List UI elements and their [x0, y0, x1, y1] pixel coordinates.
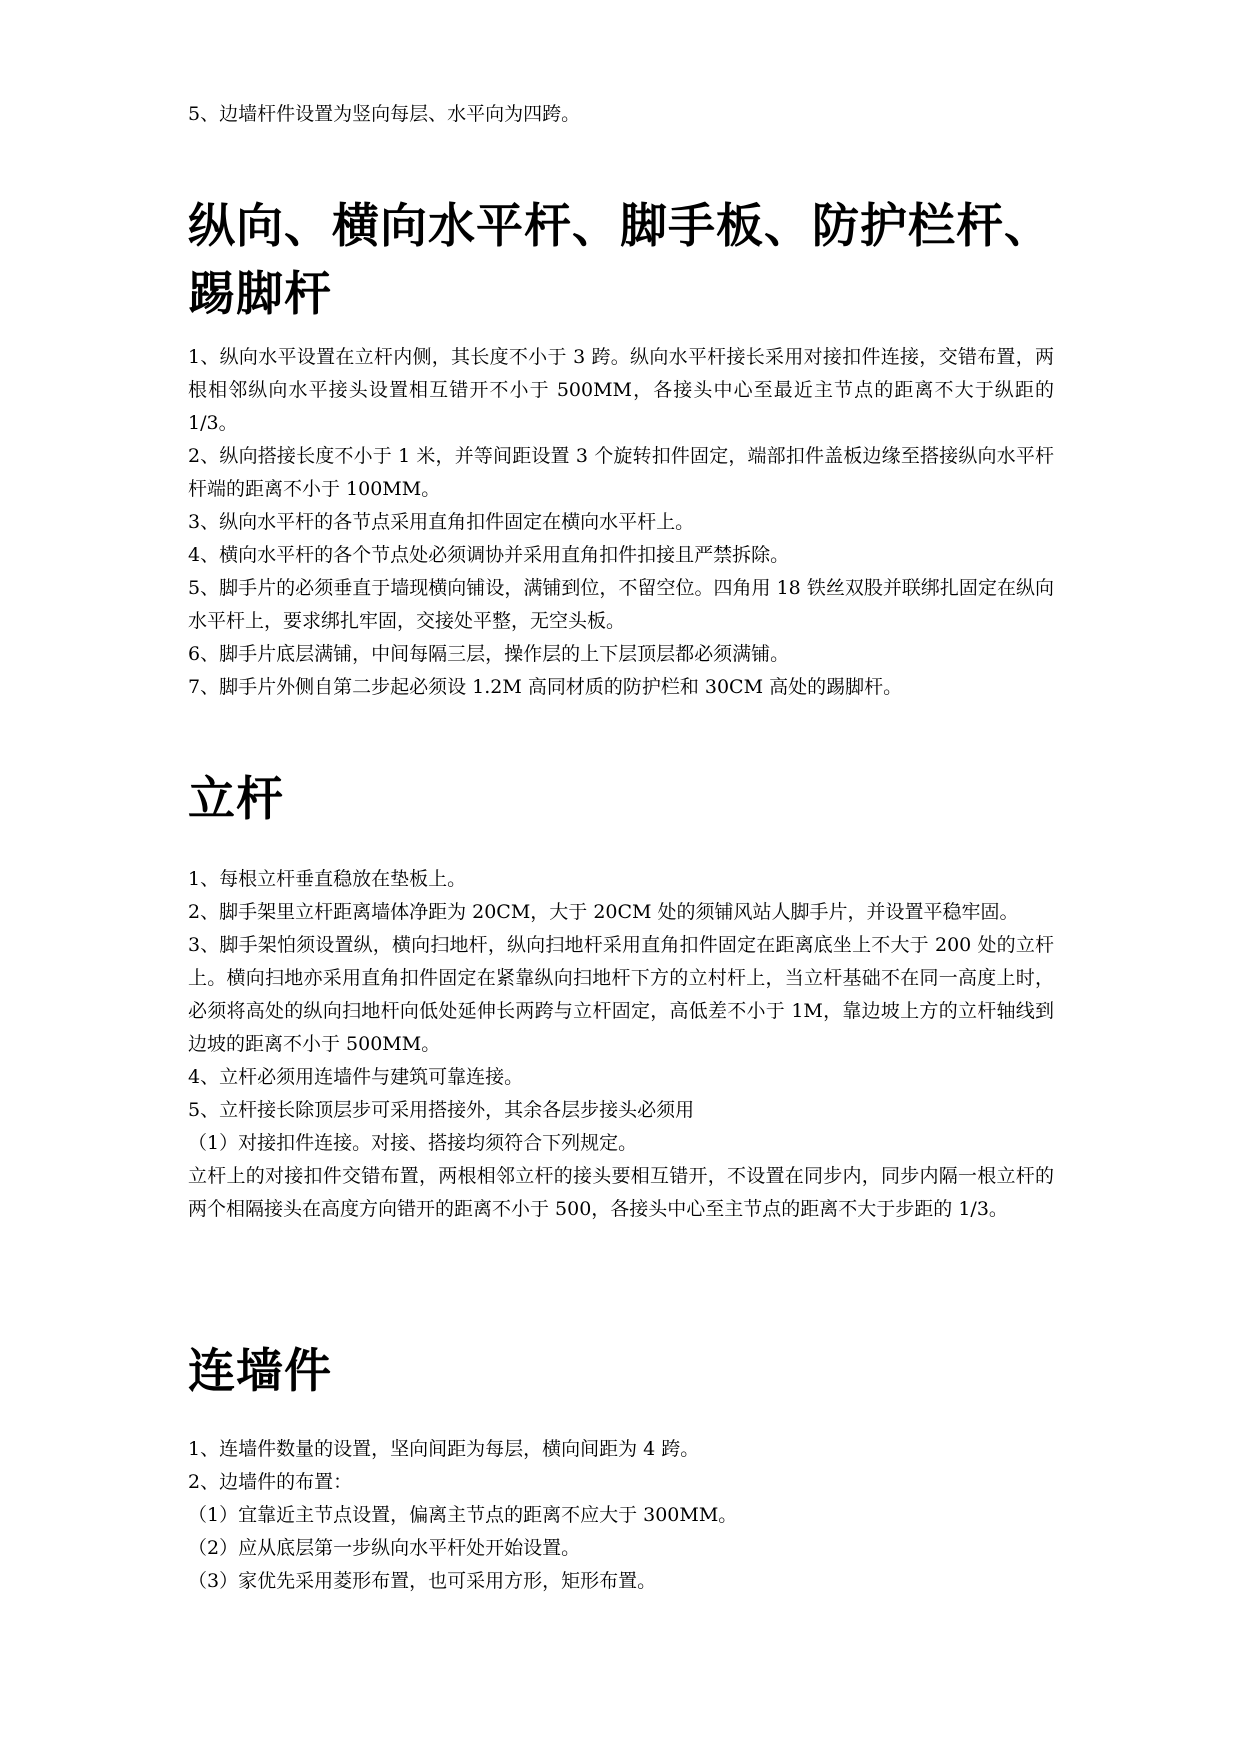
section-1-paragraph-2: 2、纵向搭接长度不小于 1 米，并等间距设置 3 个旋转扣件固定，端部扣件盖板边缘至搭接纵向水平杆杆端的距离不小于 100MM。	[188, 445, 1054, 500]
top-note-block	[188, 98, 1054, 131]
section-2-paragraph-5: 5、立杆接长除顶层步可采用搭接外，其余各层步接头必须用	[188, 1099, 695, 1121]
section-1	[188, 193, 1054, 329]
section-2-paragraph-1: 1、每根立杆垂直稳放在垫板上。	[188, 868, 467, 890]
section-2-paragraph-4: 4、立杆必须用连墙件与建筑可靠连接。	[188, 1066, 524, 1088]
section-2-paragraph-2: 2、脚手架里立杆距离墙体净距为 20CM，大于 20CM 处的须铺风站人脚手片，并设置平稳牢固。	[188, 901, 1019, 923]
section-3-heading: 连墙件	[188, 1344, 332, 1399]
section-1-paragraph-4: 4、横向水平杆的各个节点处必须调协并采用直角扣件扣接且严禁拆除。	[188, 544, 790, 566]
section-1-heading: 纵向、横向水平杆、脚手板、防护栏杆、踢脚杆	[188, 199, 1052, 322]
section-1-paragraph-3: 3、纵向水平杆的各节点采用直角扣件固定在横向水平杆上。	[188, 511, 695, 533]
section-3-body	[188, 1433, 1054, 1598]
section-1-paragraph-5: 5、脚手片的必须垂直于墙现横向铺设，满铺到位，不留空位。四角用 18 铁丝双股并联绑扎固定在纵向水平杆上，要求绑扎牢固，交接处平整，无空头板。	[188, 577, 1054, 632]
section-2	[188, 766, 1054, 834]
section-1-paragraph-1: 1、纵向水平设置在立杆内侧，其长度不小于 3 跨。纵向水平杆接长采用对接扣件连接，交错布置，两根相邻纵向水平接头设置相互错开不小于 500MM，各接头中心至最近主节点的距离不大于纵距的 1/3。	[188, 346, 1054, 434]
top-note: 5、边墙杆件设置为竖向每层、水平向为四跨。	[188, 103, 581, 125]
section-3-paragraph-2: 2、边墙件的布置：	[188, 1471, 353, 1493]
section-1-body	[188, 341, 1054, 704]
section-3	[188, 1338, 1054, 1406]
section-2-heading: 立杆	[188, 772, 284, 827]
section-1-paragraph-6: 6、脚手片底层满铺，中间每隔三层，操作层的上下层顶层都必须满铺。	[188, 643, 790, 665]
section-2-paragraph-7: 立杆上的对接扣件交错布置，两根相邻立杆的接头要相互错开，不设置在同步内，同步内隔一根立杆的两个相隔接头在高度方向错开的距离不小于 500，各接头中心至主节点的距离不大于步距的 1/3。	[188, 1165, 1054, 1220]
section-3-paragraph-4: （2）应从底层第一步纵向水平杆处开始设置。	[188, 1537, 581, 1559]
section-1-paragraph-7: 7、脚手片外侧自第二步起必须设 1.2M 高同材质的防护栏和 30CM 高处的踢脚杆。	[188, 676, 903, 698]
section-2-paragraph-6: （1）对接扣件连接。对接、搭接均须符合下列规定。	[188, 1132, 638, 1154]
section-3-paragraph-3: （1）宜靠近主节点设置，偏离主节点的距离不应大于 300MM。	[188, 1504, 738, 1526]
section-3-paragraph-1: 1、连墙件数量的设置，坚向间距为每层，横向间距为 4 跨。	[188, 1438, 700, 1460]
section-2-paragraph-3: 3、脚手架怕须设置纵，横向扫地杆，纵向扫地杆采用直角扣件固定在距离底坐上不大于 200 处的立杆上。横向扫地亦采用直角扣件固定在紧靠纵向扫地杆下方的立村杆上，当立杆基础不在同一高度上时，必须将高处的纵向扫地杆向低处延伸长两跨与立杆固定，高低差不小于 1M，靠边坡上方的立杆轴线到边坡的距离不小于 500MM。	[188, 934, 1054, 1055]
section-3-paragraph-5: （3）家优先采用菱形布置，也可采用方形，矩形布置。	[188, 1570, 657, 1592]
section-2-body	[188, 863, 1054, 1226]
